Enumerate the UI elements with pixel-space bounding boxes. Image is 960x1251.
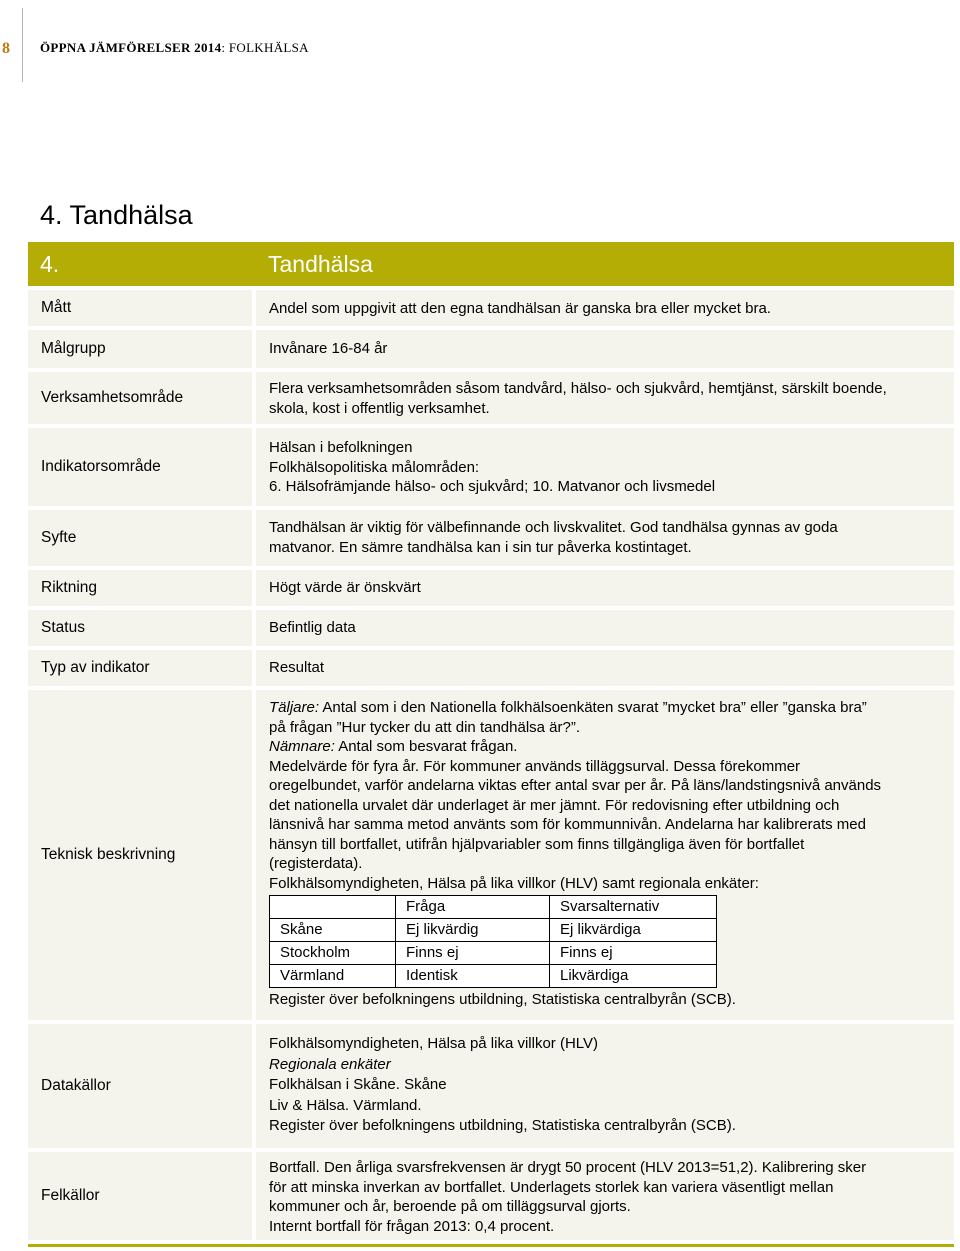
value-syfte <box>256 510 954 566</box>
taljare-line <box>269 698 944 718</box>
table-cell: Ej likvärdiga <box>550 919 717 942</box>
text-line: det nationella urvalet där underlaget är mer jämnt. För redovisning efter utbildning och <box>269 796 840 814</box>
table-cell: Finns ej <box>396 942 550 965</box>
table-cell: Finns ej <box>550 942 717 965</box>
text-line: oregelbundet, varför andelarna viktas efter antal svar per år. På läns/landstingsnivå används <box>269 777 882 794</box>
value-status: Befintlig data <box>256 610 954 646</box>
text-line: Tandhälsan är viktig för välbefinnande och livskvalitet. God tandhälsa gynnas av goda <box>269 519 838 536</box>
running-title-rest: : FOLKHÄLSA <box>221 40 309 55</box>
table-cell: Värmland <box>270 965 396 988</box>
text-line: Liv & Hälsa. Värmland. <box>269 1096 422 1114</box>
taljare-text: Antal som i den Nationella folkhälsoenkäten svarat ”mycket bra” eller ”ganska bra” <box>319 699 867 716</box>
text-line: Register över befolkningens utbildning, Statistiska centralbyrån (SCB). <box>269 1117 736 1134</box>
table-cell: Ej likvärdig <box>396 919 550 942</box>
band-title: Tandhälsa <box>268 251 373 277</box>
text-line: på frågan ”Hur tycker du att din tandhälsa är?”. <box>269 718 581 736</box>
section-title: 4. Tandhälsa <box>40 200 193 230</box>
text-line: (registerdata). <box>269 855 363 872</box>
table-cell <box>270 896 396 919</box>
text-line: Flera verksamhetsområden såsom tandvård, hälso- och sjukvård, hemtjänst, särskilt boende, <box>269 380 887 397</box>
text-line: kommuner och år, beroende på om tilläggsurval gjorts. <box>269 1198 631 1215</box>
label-text: Teknisk beskrivning <box>41 846 176 863</box>
table-row <box>270 965 717 988</box>
label-felkallor <box>28 1152 252 1240</box>
namnare-text: Antal som besvarat frågan. <box>334 738 518 755</box>
table-cell: Identisk <box>396 965 550 988</box>
italic-text: Regionala enkäter <box>269 1055 391 1073</box>
text-line: hänsyn till bortfallet, utifrån hjälpvariabler som finns tillgängliga även för bortfallet <box>269 835 805 853</box>
text-line: Bortfall. Den årliga svarsfrekvensen är drygt 50 procent (HLV 2013=51,2). Kalibrering sker <box>269 1159 867 1176</box>
table-header-row <box>270 896 717 919</box>
label-text: Indikatorsområde <box>41 458 161 475</box>
namnare-label: Nämnare: <box>269 738 335 755</box>
label-text: Syfte <box>41 529 77 546</box>
page-header <box>0 0 960 100</box>
survey-comparison-table <box>269 895 717 988</box>
label-datakallor <box>28 1024 252 1148</box>
label-text: Datakällor <box>41 1077 111 1094</box>
text-line: länsnivå har samma metod använts som för kommunnivån. Andelarna har kalibrerats med <box>269 816 866 833</box>
value-verksamhetsomrade <box>256 372 954 424</box>
value-malgrupp: Invånare 16-84 år <box>256 330 954 368</box>
value-teknisk-beskrivning <box>256 690 954 1020</box>
value-typ-av-indikator: Resultat <box>256 650 954 686</box>
text-line: 6. Hälsofrämjande hälso- och sjukvård; 10. Matvanor och livsmedel <box>269 478 716 495</box>
table-cell: Skåne <box>270 919 396 942</box>
bottom-divider <box>28 1244 954 1247</box>
label-text: Typ av indikator <box>41 659 150 676</box>
table-row <box>270 919 717 942</box>
label-text: Status <box>41 619 85 636</box>
label-teknisk-beskrivning <box>28 690 252 1020</box>
label-status <box>28 610 252 646</box>
text-line: Medelvärde för fyra år. För kommuner används tilläggsurval. Dessa förekommer <box>269 757 801 775</box>
text-line: Hälsan i befolkningen <box>269 439 413 456</box>
text-line: Register över befolkningens utbildning, Statistiska centralbyrån (SCB). <box>269 991 736 1008</box>
value-datakallor <box>256 1024 954 1148</box>
label-text: Riktning <box>41 579 97 596</box>
label-text: Målgrupp <box>41 340 106 357</box>
header-divider <box>22 8 23 82</box>
text-line: skola, kost i offentlig verksamhet. <box>269 399 490 417</box>
label-indikatorsomrade <box>28 428 252 506</box>
indicator-band <box>28 242 954 286</box>
text-line: Folkhälsomyndigheten, Hälsa på lika villkor (HLV) samt regionala enkäter: <box>269 874 759 892</box>
taljare-label: Täljare: <box>269 699 320 716</box>
table-cell: Fråga <box>396 896 550 919</box>
label-verksamhetsomrade <box>28 372 252 424</box>
namnare-line <box>269 737 944 757</box>
text-line: Folkhälsomyndigheten, Hälsa på lika villkor (HLV) <box>269 1035 599 1052</box>
table-cell: Likvärdiga <box>550 965 717 988</box>
value-indikatorsomrade <box>256 428 954 506</box>
label-text: Mått <box>41 299 72 316</box>
label-syfte <box>28 510 252 566</box>
text-line: för att minska inverkan av bortfallet. Underlagets storlek kan variera väsentligt mellan <box>269 1178 834 1196</box>
value-riktning: Högt värde är önskvärt <box>256 570 954 606</box>
label-typ-av-indikator <box>28 650 252 686</box>
running-title <box>40 40 309 56</box>
label-riktning <box>28 570 252 606</box>
text-line <box>269 1055 944 1076</box>
label-matt <box>28 290 252 326</box>
table-row <box>270 942 717 965</box>
page-number: 8 <box>2 40 10 57</box>
text-line: Folkhälsopolitiska målområden: <box>269 458 480 476</box>
label-malgrupp <box>28 330 252 368</box>
value-felkallor <box>256 1152 954 1240</box>
running-title-bold: ÖPPNA JÄMFÖRELSER 2014 <box>40 40 222 55</box>
text-line: Folkhälsan i Skåne. Skåne <box>269 1076 447 1093</box>
value-matt: Andel som uppgivit att den egna tandhälsan är ganska bra eller mycket bra. <box>256 290 954 326</box>
table-cell: Svarsalternativ <box>550 896 717 919</box>
band-number: 4. <box>40 251 60 277</box>
table-cell: Stockholm <box>270 942 396 965</box>
text-line: Internt bortfall för frågan 2013: 0,4 procent. <box>269 1217 555 1235</box>
text-line: matvanor. En sämre tandhälsa kan i sin tur påverka kostintaget. <box>269 538 692 556</box>
label-text: Verksamhetsområde <box>41 389 184 406</box>
label-text: Felkällor <box>41 1187 100 1204</box>
